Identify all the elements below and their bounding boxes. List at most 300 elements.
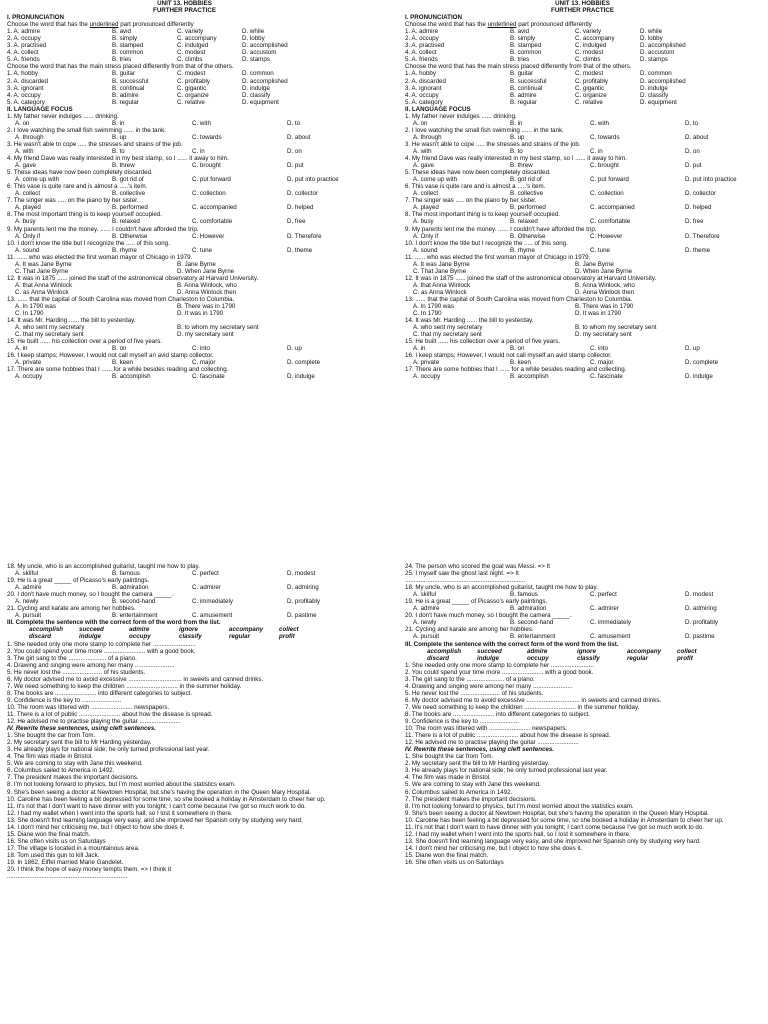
rewrite-item: 10. Caroline has been feeling a bit depressed for some time, so she booked a holiday in Amsterdam to cheer her up. (7, 795, 326, 803)
rewrite-item: 17. The village is located in a mountainous area. (7, 844, 140, 852)
mcq-option: C. fascinate (590, 373, 623, 381)
mcq-question: 20. I don't have much money, so I bought the camera _____. (405, 612, 572, 620)
mcq-question: 19. He is a great _____ of Picasso's early paintings. (405, 598, 548, 606)
option-text: C. climbs (575, 56, 601, 64)
rewrite-item: 8. I'm not looking forward to physics, but I'm most worried about the statistics exam. (405, 802, 634, 810)
word-bank-item: discard (29, 633, 52, 641)
mcq-option: D. Anna Winlock then (177, 288, 237, 296)
section-language-focus: II. LANGUAGE FOCUS (7, 105, 73, 113)
mcq-option: B. Anna Winlock, who (575, 281, 635, 289)
option-text: B. successful (510, 77, 547, 85)
mcq-options (7, 204, 362, 211)
mcq-question: 12. It was in 1875 ...... joined the staff of the astronomical observatory at Harvard University. (405, 274, 657, 282)
section-complete: III. Complete the sentence with the correct form of the word from the list. (7, 619, 221, 627)
mcq-option: D. put into practice (287, 176, 339, 184)
section-pronunciation: I. PRONUNCIATION (7, 14, 64, 22)
mcq-option: B. up (112, 133, 127, 141)
mcq-option: B. to (510, 147, 523, 155)
mcq-option: B. rhyme (510, 246, 535, 254)
option-text: B. continual (112, 84, 145, 92)
rewrite-item: 15. Diane won the final match. (405, 851, 489, 859)
page-title: UNIT 13. HOBBIES (555, 0, 610, 7)
instruction-text: part pronounced differently (118, 21, 194, 29)
option-text: C. accompany (575, 35, 615, 43)
option-text: 5. A. category (405, 98, 443, 106)
mcq-option: C. comfortable (192, 218, 233, 226)
instruction-underlined: underlined (487, 21, 517, 29)
mcq-option: A. pursuit (15, 612, 42, 620)
mcq-option: C. admirer (590, 605, 619, 613)
instruction-b: Choose the word that has the main stress placed differently from that of the others. (7, 63, 234, 71)
mcq-option: D. admiring (287, 584, 319, 592)
mcq-option: D. profitably (287, 598, 321, 606)
rewrite-item: 12. I had my wallet when I went into the sports hall, so I lost it somewhere in there. (7, 809, 233, 817)
fill-item: 3. The girl sang to the ...................... of a piano. (405, 675, 535, 683)
mcq-option: B. keen (510, 359, 531, 367)
option-text: D. common (640, 70, 672, 78)
mcq-options (7, 303, 362, 310)
mcq-question: 7. The singer was ..... on the piano by her sister. (405, 197, 537, 205)
mcq-options (405, 218, 760, 225)
mcq-option: D. up (685, 345, 700, 353)
rewrite-item: 10. Caroline has been feeling a bit depressed for some time, so she booked a holiday in Amsterdam to cheer her up. (405, 816, 724, 824)
mcq-question: 6. This vase is quite rare and is almost a .....'s item. (7, 183, 148, 191)
option-row (405, 42, 760, 49)
option-text: C. modest (575, 70, 604, 78)
mcq-option: C. that my secretary sent (413, 331, 482, 339)
mcq-options (405, 345, 760, 352)
fill-item: 7. We need something to keep the children .............................. in the summer holiday. (7, 682, 242, 690)
mcq-option: D. about (287, 133, 311, 141)
instruction-underlined: underlined (89, 21, 119, 29)
option-text: 4. A. occupy (7, 91, 41, 99)
mcq-question: 17. There are some hobbies that I ...... for a while besides reading and collecting. (7, 366, 229, 374)
mcq-option: C. amusement (192, 612, 233, 620)
option-row (405, 85, 760, 92)
mcq-options (7, 359, 362, 366)
mcq-option: D. When Jane Byrne (575, 267, 633, 275)
mcq-options (7, 190, 362, 197)
mcq-question: 9. My parents lent me the money. ...... I couldn't have afforded the trip. (7, 225, 199, 233)
mcq-option: D. collector (685, 190, 716, 198)
option-text: D. accomplished (242, 77, 288, 85)
mcq-question: 11. ...... who was elected the first woman mayor of Chicago in 1979. (7, 253, 193, 261)
option-text: D. accustom (242, 49, 277, 57)
mcq-option: B. entertainment (510, 633, 556, 641)
word-bank-item: accompany (627, 647, 662, 655)
word-bank-item: ignore (179, 626, 198, 634)
mcq-option: A. private (15, 359, 42, 367)
part-b-list (7, 70, 362, 105)
mcq-option: B. collective (510, 190, 544, 198)
mcq-option: D. theme (287, 246, 313, 254)
mcq-options (405, 633, 760, 640)
option-text: D. indulge (242, 84, 270, 92)
option-text: D. stamps (640, 56, 668, 64)
rewrite-item: 5. We are coming to stay with Jane this weekend. (405, 781, 541, 789)
mcq-option: C. collection (590, 190, 624, 198)
mcq-option: B. famous (510, 591, 538, 599)
rewrite-item: 16. She often visits us on Saturdays (405, 858, 504, 866)
mcq-option: D. pastime (685, 633, 715, 641)
fill-item: 10. The room was littered with ........................ newspapers. (405, 725, 568, 733)
mcq-options (7, 598, 362, 605)
mcq-option: C. immediately (590, 619, 631, 627)
mcq-option: D. Therefore (287, 232, 322, 240)
fill-item: 3. The girl sang to the ...................... of a piano. (7, 654, 137, 662)
mcq-option: A. busy (413, 218, 434, 226)
option-row (405, 56, 760, 63)
option-text: C. relative (177, 98, 205, 106)
mcq-option: A. played (413, 204, 439, 212)
option-text: B. avid (112, 28, 131, 36)
mcq-option: A. occupy (413, 373, 441, 381)
rewrite-item: 4. The film was made in Bristol. (405, 774, 491, 782)
fill-item: 9. Confidence is the key to ....................... (7, 696, 122, 704)
instruction-text: Choose the word that has the (7, 21, 90, 29)
mcq-option: B. relaxed (112, 218, 140, 226)
mcq-question: 10. I don't know the title but I recognize the ..... of this song. (7, 239, 170, 247)
mcq-options (405, 303, 760, 310)
option-text: 2. A. discarded (7, 77, 48, 85)
mcq-option: C. as Anna Winlock (15, 288, 69, 296)
fill-item: 4. Drawing and singing were among her many ....................... (405, 682, 573, 690)
mcq-question: 16. I keep stamps; However, I would not call myself an avid stamp collector. (405, 352, 612, 360)
mcq-option: C. put forward (192, 176, 231, 184)
option-text: 4. A. occupy (405, 91, 439, 99)
option-text: C. gigantic (177, 84, 207, 92)
option-text: D. common (242, 70, 274, 78)
mcq-option: B. threw (112, 162, 135, 170)
word-bank-item: admire (527, 647, 548, 655)
mcq-question: 1. My father never indulges ...... drinking. (7, 112, 119, 120)
word-bank-item: occupy (527, 654, 549, 662)
mcq-question: 7. The singer was ..... on the piano by her sister. (7, 197, 139, 205)
rewrite-item: 5. We are coming to stay with Jane this weekend. (7, 760, 143, 768)
option-text: D. while (640, 28, 663, 36)
mcq-option: A. through (413, 133, 442, 141)
option-text: 1. A. hobby (7, 70, 38, 78)
word-bank-item: collect (279, 626, 299, 634)
mcq-options (405, 204, 760, 211)
section-language-focus: II. LANGUAGE FOCUS (405, 105, 471, 113)
rewrite-item: 19. In 1862, Eiffel married Marie Gandelet. (7, 858, 124, 866)
rewrite-item: 6. Columbus sailed to America in 1492. (7, 767, 115, 775)
mcq-option: A. It was Jane Byrne (15, 260, 72, 268)
mcq-question: 20. I don't have much money, so I bought the camera _____. (7, 591, 174, 599)
instruction-text: part pronounced differently (516, 21, 592, 29)
fill-item: 10. The room was littered with ........................ newspapers. (7, 703, 170, 711)
mcq-question: 11. ...... who was elected the first woman mayor of Chicago in 1979. (405, 253, 591, 261)
mcq-question: 14. It was Mr. Harding ...... the bill to yesterday. (7, 317, 136, 325)
mcq-option: D. to (685, 119, 699, 127)
option-text: D. classify (242, 91, 271, 99)
option-text: D. accomplished (242, 42, 288, 50)
fill-item: 8. The books are ........................ into different categories to subject. (7, 689, 193, 697)
mcq-option: C. In 1790 (413, 310, 442, 318)
mcq-option: C. However (192, 232, 225, 240)
option-text: 3. A. ignorant (405, 84, 442, 92)
mcq-option: A. that Anna Winlock (15, 281, 73, 289)
word-bank-item: profit (677, 654, 693, 662)
mcq-option: D. Therefore (685, 232, 720, 240)
mcq-option: A. sound (15, 246, 40, 254)
mcq-option: C. comfortable (590, 218, 631, 226)
mcq-option: D. It was in 1790 (177, 310, 224, 318)
mcq-question: 14. It was Mr. Harding ...... the bill to yesterday. (405, 317, 534, 325)
mcq-option: D. about (685, 133, 709, 141)
option-text: 2. A. discarded (405, 77, 446, 85)
mcq-option: D. complete (287, 359, 321, 367)
rewrite-item: 1. She bought the car from Tom. (7, 732, 96, 740)
rewrite-item: 14. I don't mind her criticising me, but I object to how she does it. (405, 844, 583, 852)
mcq-question: 4. My friend Dave was really interested in my best stamp, so I ...... it away to him. (7, 155, 229, 163)
mcq-option: D. put (685, 162, 702, 170)
mcq-option: A. collect (413, 190, 439, 198)
mcq-options (7, 289, 362, 296)
fill-item: 11. There is a lot of public ........................ about how the disease is spread. (7, 710, 213, 718)
option-text: D. equipment (640, 98, 677, 106)
mcq-options (405, 359, 760, 366)
option-row (405, 49, 760, 56)
mcq-option: A. occupy (15, 373, 43, 381)
rewrite-item: 11. It's not that I don't want to have dinner with you tonight; I can't come because I've got so much work to do. (7, 802, 307, 810)
option-text: D. lobby (640, 35, 663, 43)
mcq-option: A. on (413, 119, 428, 127)
mcq-list (7, 113, 362, 381)
mcq-options (7, 162, 362, 169)
mcq-question: 8. The most important thing is to keep yourself occupied. (7, 211, 162, 219)
option-text: C. variety (575, 28, 602, 36)
mcq-question: 21. Cycling and karate are among her hobbies. (7, 605, 136, 613)
mcq-question: 15. He built ...... his collection over a period of five years. (405, 338, 561, 346)
option-text: D. indulge (640, 84, 668, 92)
mcq-options (7, 134, 362, 141)
mcq-option: D. modest (287, 570, 316, 578)
mcq-option: A. newly (413, 619, 437, 627)
option-text: B. regular (112, 98, 139, 106)
word-bank-item: accompany (229, 626, 264, 634)
mcq-options (405, 605, 760, 612)
page-subtitle: FURTHER PRACTICE (551, 7, 614, 15)
mcq-option: B. in (112, 119, 125, 127)
word-bank-item: regular (627, 654, 648, 662)
option-text: D. classify (640, 91, 669, 99)
option-text: B. common (112, 49, 144, 57)
option-row (405, 35, 760, 42)
mcq-option: B. in (510, 119, 523, 127)
mcq-option: A. played (15, 204, 41, 212)
word-bank-row (7, 626, 362, 633)
option-row (405, 70, 760, 77)
mcq-options (7, 570, 362, 577)
rewrite-item: 2. My secretary sent the bill to Mr Harding yesterday. (7, 739, 152, 747)
mcq-options (405, 120, 760, 127)
option-text: B. simply (510, 35, 536, 43)
mcq-option: B. Anna Winlock, who (177, 281, 237, 289)
mcq-question: 5. These ideas have now been completely discarded. (405, 169, 551, 177)
mcq-option: C. towards (590, 133, 620, 141)
mcq-options (7, 373, 362, 380)
mcq-options (7, 345, 362, 352)
mcq-option: B. threw (510, 162, 533, 170)
mcq-option: C. in (192, 147, 205, 155)
mcq-option: C. accompanied (590, 204, 635, 212)
instruction-a (405, 21, 760, 28)
mcq-option: C. as Anna Winlock (413, 288, 467, 296)
mcq-option: D. to (287, 119, 301, 127)
mcq-option: D. pastime (287, 612, 317, 620)
mcq-option: D. collector (287, 190, 318, 198)
rewrite-item: 1. She bought the car from Tom. (405, 753, 494, 761)
mcq-option: C. major (590, 359, 614, 367)
option-text: 4. A. collect (405, 49, 437, 57)
mcq-list (405, 113, 760, 381)
mcq-option: A. come up with (413, 176, 458, 184)
mcq-option: D. on (287, 147, 302, 155)
page-subtitle: FURTHER PRACTICE (153, 7, 216, 15)
mcq-option: C. accompanied (192, 204, 237, 212)
mcq-options (405, 324, 760, 331)
option-row (405, 78, 760, 85)
mcq-option: A. with (15, 147, 34, 155)
mcq-option: A. It was Jane Byrne (413, 260, 470, 268)
option-text: C. accompany (177, 35, 217, 43)
option-text: 4. A. collect (7, 49, 39, 57)
rewrite-item: 9. She's been seeing a doctor at Newtown Hospital, but she's having the operation in the Queen Mary Hospital. (405, 809, 710, 817)
mcq-options (405, 190, 760, 197)
rewrite-item: 3. He already plays for national side; he only turned professional last year. (7, 746, 210, 754)
mcq-option: B. entertainment (112, 612, 158, 620)
mcq-option: C. towards (192, 133, 222, 141)
mcq-option: B. to (112, 147, 125, 155)
mcq-options (405, 619, 760, 626)
rewrite-dots: ...................................................................... (7, 873, 128, 881)
mcq-question: 6. This vase is quite rare and is almost a .....'s item. (405, 183, 546, 191)
mcq-option: B. second-hand (510, 619, 554, 627)
option-text: B. continual (510, 84, 543, 92)
mcq-options (7, 331, 362, 338)
word-bank-item: classify (577, 654, 600, 662)
mcq-option: C. That Jane Byrne (15, 267, 69, 275)
fill-item: 5. He never lost the ....................... of his students. (405, 689, 544, 697)
mcq-options (405, 134, 760, 141)
mcq-option: B. to whom my secretary sent (177, 324, 259, 332)
mcq-option: D. When Jane Byrne (177, 267, 235, 275)
option-text: 1. A. admire (405, 28, 439, 36)
option-text: 2. A. occupy (405, 35, 439, 43)
word-bank-item: succeed (79, 626, 104, 634)
mcq-list (405, 584, 760, 640)
option-text: C. gigantic (575, 84, 605, 92)
mcq-option: A. admire (413, 605, 440, 613)
mcq-question: 3. He wasn't able to cope ..... the stresses and strains of the job. (405, 140, 581, 148)
mcq-option: A. in (15, 345, 28, 353)
mcq-options (7, 120, 362, 127)
mcq-question: 1. My father never indulges ...... drinking. (405, 112, 517, 120)
mcq-option: B. accomplish (112, 373, 151, 381)
mcq-option: D. on (685, 147, 700, 155)
option-text: D. accomplished (640, 77, 686, 85)
option-text: C. organize (575, 91, 607, 99)
mcq-options (405, 268, 760, 275)
rewrite-item: 7. The president makes the important decisions. (7, 774, 139, 782)
rewrite-item: 15. Diane won the final match. (7, 830, 91, 838)
fill-list (7, 641, 362, 726)
mcq-options (405, 591, 760, 598)
option-text: D. while (242, 28, 265, 36)
mcq-question: 16. I keep stamps; However, I would not call myself an avid stamp collector. (7, 352, 214, 360)
option-row (405, 28, 760, 35)
mcq-option: C. put forward (590, 176, 629, 184)
mcq-options (405, 282, 760, 289)
rewrite-list (7, 732, 362, 880)
section-complete: III. Complete the sentence with the correct form of the word from the list. (405, 640, 619, 648)
mcq-options (405, 289, 760, 296)
option-text: B. admire (112, 91, 139, 99)
rewrite-item: 4. The film was made in Bristol. (7, 753, 93, 761)
fill-item: 2. You could spend your time more ........................ with a good book. (7, 647, 196, 655)
mcq-question: 8. The most important thing is to keep yourself occupied. (405, 211, 560, 219)
word-bank-item: discard (427, 654, 450, 662)
mcq-question: 15. He built ...... his collection over a period of five years. (7, 338, 163, 346)
mcq-option: D. It was in 1790 (575, 310, 622, 318)
option-text: B. guitar (112, 70, 136, 78)
option-text: C. modest (177, 49, 206, 57)
mcq-option: A. with (413, 147, 432, 155)
option-text: 3. A. practised (7, 42, 47, 50)
mcq-option: A. that Anna Winlock (413, 281, 471, 289)
mcq-option: A. pursuit (413, 633, 440, 641)
mcq-options (405, 176, 760, 183)
rewrite-item: 6. Columbus sailed to America in 1492. (405, 788, 513, 796)
mcq-option: B. performed (112, 204, 148, 212)
mcq-option: A. admire (15, 584, 42, 592)
mcq-option: B. second-hand (112, 598, 156, 606)
option-text: 1. A. hobby (405, 70, 436, 78)
mcq-option: B. performed (510, 204, 546, 212)
word-bank-item: regular (229, 633, 250, 641)
rewrite-item: 18. Tom used this gun to kill Jack. (7, 851, 100, 859)
section-pronunciation: I. PRONUNCIATION (405, 14, 462, 22)
option-row (405, 99, 760, 106)
mcq-question: 13. ...... that the capital of South Carolina was moved from Charleston to Columbia. (405, 295, 633, 303)
fill-item: 6. My doctor advised me to avoid excessive ............................... in sweets and canned drinks. (405, 696, 662, 704)
rewrite-item: 7. The president makes the important decisions. (405, 795, 537, 803)
mcq-option: C. fascinate (192, 373, 225, 381)
option-text: C. modest (177, 70, 206, 78)
option-text: C. relative (575, 98, 603, 106)
instruction-a (7, 21, 362, 28)
mcq-options (405, 233, 760, 240)
mcq-options (405, 148, 760, 155)
mcq-question: 18. My uncle, who is an accomplished guitarist, taught me how to play. (405, 584, 598, 592)
mcq-option: A. Only if (15, 232, 41, 240)
option-row (7, 56, 362, 63)
option-text: C. indulged (575, 42, 607, 50)
page-left-bottom (7, 563, 362, 880)
option-text: D. accustom (640, 49, 675, 57)
mcq-question: 2. I love watching the small fish swimming ...... in the tank. (7, 126, 166, 134)
fill-item: 9. Confidence is the key to ....................... (405, 718, 520, 726)
mcq-option: B. keen (112, 359, 133, 367)
rewrite-item: 16. She often visits us on Saturdays (7, 837, 106, 845)
mcq-option: A. gave (413, 162, 434, 170)
option-text: C. organize (177, 91, 209, 99)
option-text: B. admire (510, 91, 537, 99)
page-right-bottom (405, 563, 760, 866)
option-text: D. accomplished (640, 42, 686, 50)
